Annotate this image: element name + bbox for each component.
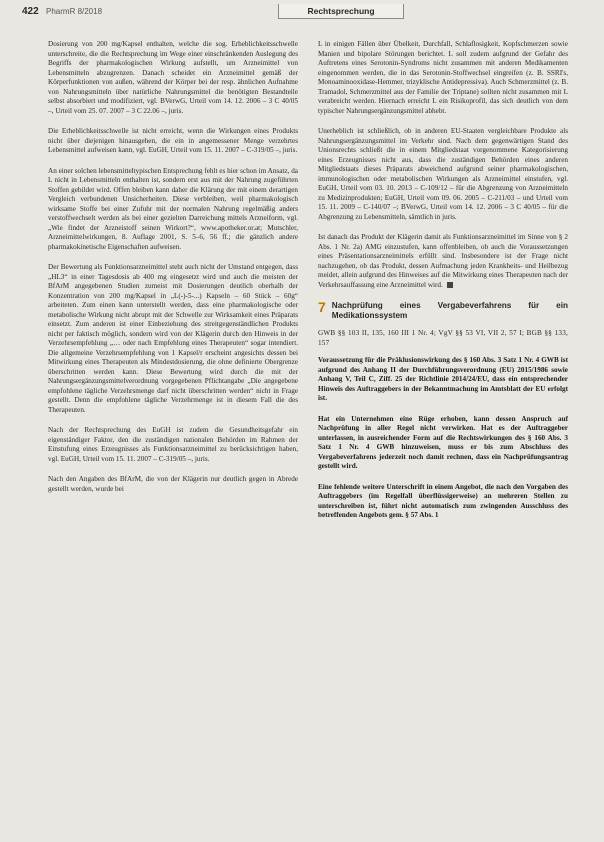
paragraph: Dosierung von 200 mg/Kapsel enthalten, welche die sog. Erheblichkeitsschwelle unterschreite, die die Rechtsprechung im Wege einer einschränkenden Auslegung des Begriffs der pharmakologischen Wirkung aufstellt, um Arzneimittel von Lebensmitteln abzugrenzen. Danach scheidet ein Arzneimittel gemäß der Körperfunktionen von außen, während der Körper bei der resp. ähnlichen Aufnahme von Nahrungsmitteln über natürliche Nahrungsmittel die benötigten Bestandteile selbst absorbiert und modifiziert, vgl. BVerwG, Urteil vom 14. 12. 2006 – 3 C 40/05 –, Urteil vom 25. 07. 2007 – 3 C 22.06 –, juris. (48, 40, 298, 115)
left-column (48, 40, 298, 505)
paragraph (318, 233, 568, 290)
headnote: Voraussetzung für die Präklusionswirkung des § 160 Abs. 3 Satz 1 Nr. 4 GWB ist aufgrund des Anhang II der Durchführungsverordnung (EU) 2015/1986 sowie Anhang V, Teil C, Ziff. 25 der Richtlinie 2014/24/EU, dass ein entsprechender Hinweis des Auftraggebers in der Bekanntmachung im Amtsblatt der EU erfolgt ist. (318, 356, 568, 402)
paragraph: Die Erheblichkeitsschwelle ist nicht erreicht, wenn die Wirkungen eines Produkts nicht über diejenigen hinausgehen, die ein in angemessener Menge verzehrtes Lebensmittel aufweisen kann, vgl. EuGH, Urteil vom 15. 11. 2007 – C-319/05 –, juris. (48, 127, 298, 154)
paragraph: An einer solchen lebensmitteltypischen Entsprechung fehlt es hier schon im Ansatz, da L nicht in Lebensmitteln enthalten ist, sondern erst aus mit der Nahrung zugeführten Stoffen gebildet wird. Offen bleiben kann daher die Klärung der mit einem derartigen Vergleich verbundenen Unsicherheiten. Diese verbleiben, weil pharmakologisch wirksame Stoffe bei einer Zufuhr mit der normalen Nahrung regelmäßig anders verstoffwechselt werden als bei einer gezielten Darreichung mittels Arzneiform, vgl. „Wie findet der Arzneistoff seinen Wirkort?“, www.apotheker.or.at; Mutschler, Arzneimittelwirkungen, 8. Auflage 2001, S. 5–6, 56 ff.; die gänzlich andere pharmakokinetische Eigenschaften aufweisen. (48, 166, 298, 251)
journal-issue: PharmR 8/2018 (46, 7, 103, 16)
right-column (318, 40, 568, 532)
paragraph: Unerheblich ist schließlich, ob in anderen EU-Staaten vergleichbare Produkte als Nahrungsergänzungsmittel im Verkehr sind. Nach dem gegenwärtigen Stand des Unionsrechts schließt die in einem Mitgliedstaat vorgenommene Kategorisierung eines Erzeugnisses nicht aus, dass die zuständigen Behörden eines anderen Mitgliedstaats dieses Präparats abweichend aufgrund seiner pharmakologischen, immunologischen oder metabolischen Wirkungen als Arzneimittel einstufen, vgl. EuGH, Urteil vom 03. 10. 2013 – C-109/12 – für die Abgrenzung von Arzneimitteln zu Medizinprodukten; EuGH, Urteil vom 09. 06. 2005 – C-211/03 – und Urteil vom 15. 11. 2009 – C-140/07 –; BVerwG, Urteil vom 14. 12. 2006 – 3 C 40/05 – für die Abgrenzung zu Lebensmitteln, sämtlich in juris. (318, 127, 568, 221)
end-of-article-mark (447, 282, 453, 288)
section-number: 7 (318, 299, 326, 315)
page-number: 422 (22, 6, 39, 17)
section-heading: Rechtsprechung (278, 4, 404, 19)
statute-references: GWB §§ 103 II, 135, 160 III 1 Nr. 4; VgV §§ 53 VI, VII 2, 57 I; BGB §§ 133, 157 (318, 329, 568, 347)
paragraph-text: Ist danach das Produkt der Klägerin damit als Funktionsarzneimittel im Sinne von § 2 Abs. 1 Nr. 2a) AMG einzustufen, kann offenbleiben, ob auch die Voraussetzungen eines Präsentationsarzneimittels erfüllt sind. Insbesondere ist der Frage nicht nachzugehen, ob das Produkt, dessen Aufmachung jeden Krankheits- und Heilbezug meidet, allein aufgrund des Hinweises auf die Mitwirkung eines Therapeuten nach der Verkehrsauffassung eine Arzneimittel wird. (318, 233, 568, 289)
headnote: Hat ein Unternehmen eine Rüge erhoben, kann dessen Anspruch auf Nachprüfung in aller Regel nicht verwirken. Hat es der Auftraggeber unterlassen, in ausreichender Form auf die Rechtswirkungen des § 160 Abs. 3 Satz 1 Nr. 4 GWB hinzuweisen, muss er bis zum Abschluss des Vergabeverfahrens jederzeit noch damit rechnen, dass ein Nachprüfungsantrag gestellt wird. (318, 414, 568, 470)
paragraph: Nach der Rechtsprechung des EuGH ist zudem die Gesundheitsgefahr ein eigenständiger Faktor, den die zuständigen nationalen Behörden im Rahmen der Einstufung eines Erzeugnisses als Funktionsarzneimittel zu berücksichtigen haben, vgl. EuGH, Urteil vom 15. 11. 2007 – C-319/05 –, juris. (48, 426, 298, 463)
paragraph: Nach den Angaben des BfArM, die von der Klägerin nur deutlich gegen in Abrede gestellt werden, wurde bei (48, 475, 298, 493)
section-title: Nachprüfung eines Vergabeverfahrens für ein Medikationssystem (331, 301, 568, 320)
paragraph: L in einigen Fällen über Übelkeit, Durchfall, Schlaflosigkeit, Kopfschmerzen sowie Manien und bipolare Störungen berichtet. L soll zudem aufgrund der Gefahr des Auftretens eines Serotonin-Syndroms nicht zusammen mit anderen Medikamenten eingenommen werden, die in das Serotonin-Stoffwechsel eingreifen (z. B. SSRI's, Monoaminooxidase-Hemmer, trizyklische Antidepressiva). Auch Schmerzmittel (z. B. Tramadol, Schmerzmittel aus der Familie der Triptane) sollten nicht zusammen mit L verabreicht werden. Hiernach erreicht L ein Risikoprofil, das sich deutlich von dem typischer Nahrungsergänzungsmittel abhebt. (318, 40, 568, 115)
headnote: Eine fehlende weitere Unterschrift in einem Angebot, die nach den Vorgaben des Auftraggebers (im Regelfall überflüssigerweise) an mehreren Stellen zu unterschreiben ist, führt nicht automatisch zum zwingenden Ausschluss des betreffenden Angebots gem. § 57 Abs. 1 (318, 482, 568, 519)
section-7-heading (318, 301, 568, 321)
paragraph: Der Bewertung als Funktionsarzneimittel steht auch nicht der Umstand entgegen, dass „HL3“ in einer Tagesdosis ab 400 mg eingesetzt wird und auch die meisten der BfArM angegebenen Studien zumeist mit Dosierungen deutlich oberhalb der Konzentration von 200 mg/Kapsel in „L(-)-5-...) Kapseln – 60 Stück – 60g“ arbeiteten. Zum einen kann unterstellt werden, dass eine pharmakologische oder metabolische Wirkung nicht abrupt mit der Schwelle zur Wirksamkeit eines Präparats einsetzt. Zum anderen ist einer Einbeziehung des streitgegenständlichen Produkts nicht per faktisch möglich, sondern wird von der Klägerin durch den Hinweis in der Verzehrsempfehlung „… oder nach Empfehlung eines Therapeuten“ sogar intendiert. Die allgemeine Verzehrsempfehlung von 1 Kapsel/r erscheint angesichts dessen bei Mitwirkung eines Therapeuten als Mindestdosierung, die ohne definierte Obergrenze überschritten werden kann. Diese Bewertung wird durch die mit der Nahrungsergänzungsmittelverordnung vorgegebenen Pflichtangabe „Die angegebene empfohlene tägliche Verzehrsmenge darf nicht überschritten werden“ nicht in Frage gestellt. Denn die empfohlene tägliche Verzehrmenge ist in diesem Fall die des Therapeuten. (48, 263, 298, 414)
page-header (22, 6, 582, 22)
